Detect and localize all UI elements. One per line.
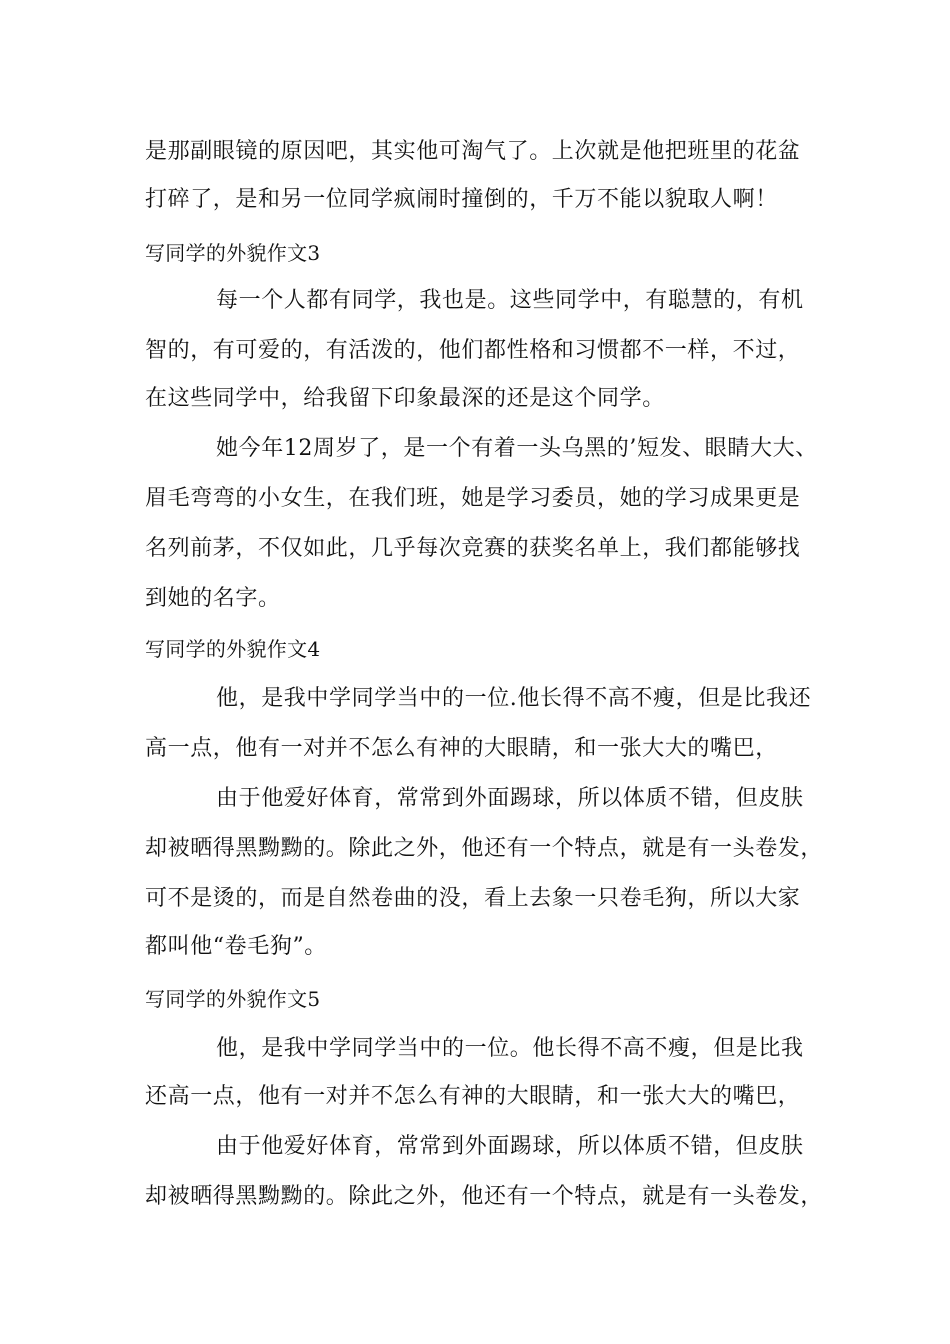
text-line: 却被晒得黑黝黝的。除此之外，他还有一个特点，就是有一头卷发， (145, 836, 824, 861)
text-line: 可不是烫的，而是自然卷曲的没，看上去象一只卷毛狗，所以大家 (145, 886, 801, 911)
text-line: 到她的名字。 (145, 586, 281, 611)
text-line: 打碎了，是和另一位同学疯闹时撞倒的，千万不能以貌取人啊！ (145, 187, 778, 212)
text-line: 在这些同学中，给我留下印象最深的还是这个同学。 (145, 386, 665, 411)
text-line: 还高一点，他有一对并不怎么有神的大眼睛，和一张大大的嘴巴， (145, 1084, 801, 1109)
text-line: 由于他爱好体育，常常到外面踢球，所以体质不错，但皮肤 (216, 1134, 804, 1159)
text-line: 他，是我中学同学当中的一位。他长得不高不瘦，但是比我 (216, 1036, 804, 1061)
section-heading: 写同学的外貌作文5 (145, 987, 321, 1011)
text-line: 眉毛弯弯的小女生，在我们班，她是学习委员，她的学习成果更是 (145, 486, 801, 511)
text-line: 他，是我中学同学当中的一位.他长得不高不瘦，但是比我还 (216, 686, 812, 711)
text-line: 每一个人都有同学，我也是。这些同学中，有聪慧的，有机 (216, 288, 804, 313)
text-line: 是那副眼镜的原因吧，其实他可淘气了。上次就是他把班里的花盆 (145, 139, 801, 164)
text-line: 高一点，他有一对并不怎么有神的大眼睛，和一张大大的嘴巴， (145, 736, 778, 761)
text-line: 都叫他“卷毛狗”。 (145, 934, 327, 959)
text-line: 却被晒得黑黝黝的。除此之外，他还有一个特点，就是有一头卷发， (145, 1184, 824, 1209)
section-heading: 写同学的外貌作文3 (145, 241, 321, 265)
text-line: 由于他爱好体育，常常到外面踢球，所以体质不错，但皮肤 (216, 786, 804, 811)
section-heading: 写同学的外貌作文4 (145, 637, 321, 661)
text-line: 智的，有可爱的，有活泼的，他们都性格和习惯都不一样，不过， (145, 338, 801, 363)
text-line: 名列前茅，不仅如此，几乎每次竞赛的获奖名单上，我们都能够找 (145, 536, 801, 561)
text-line: 她今年12周岁了，是一个有着一头乌黑的’短发、眼睛大大、 (216, 436, 818, 461)
